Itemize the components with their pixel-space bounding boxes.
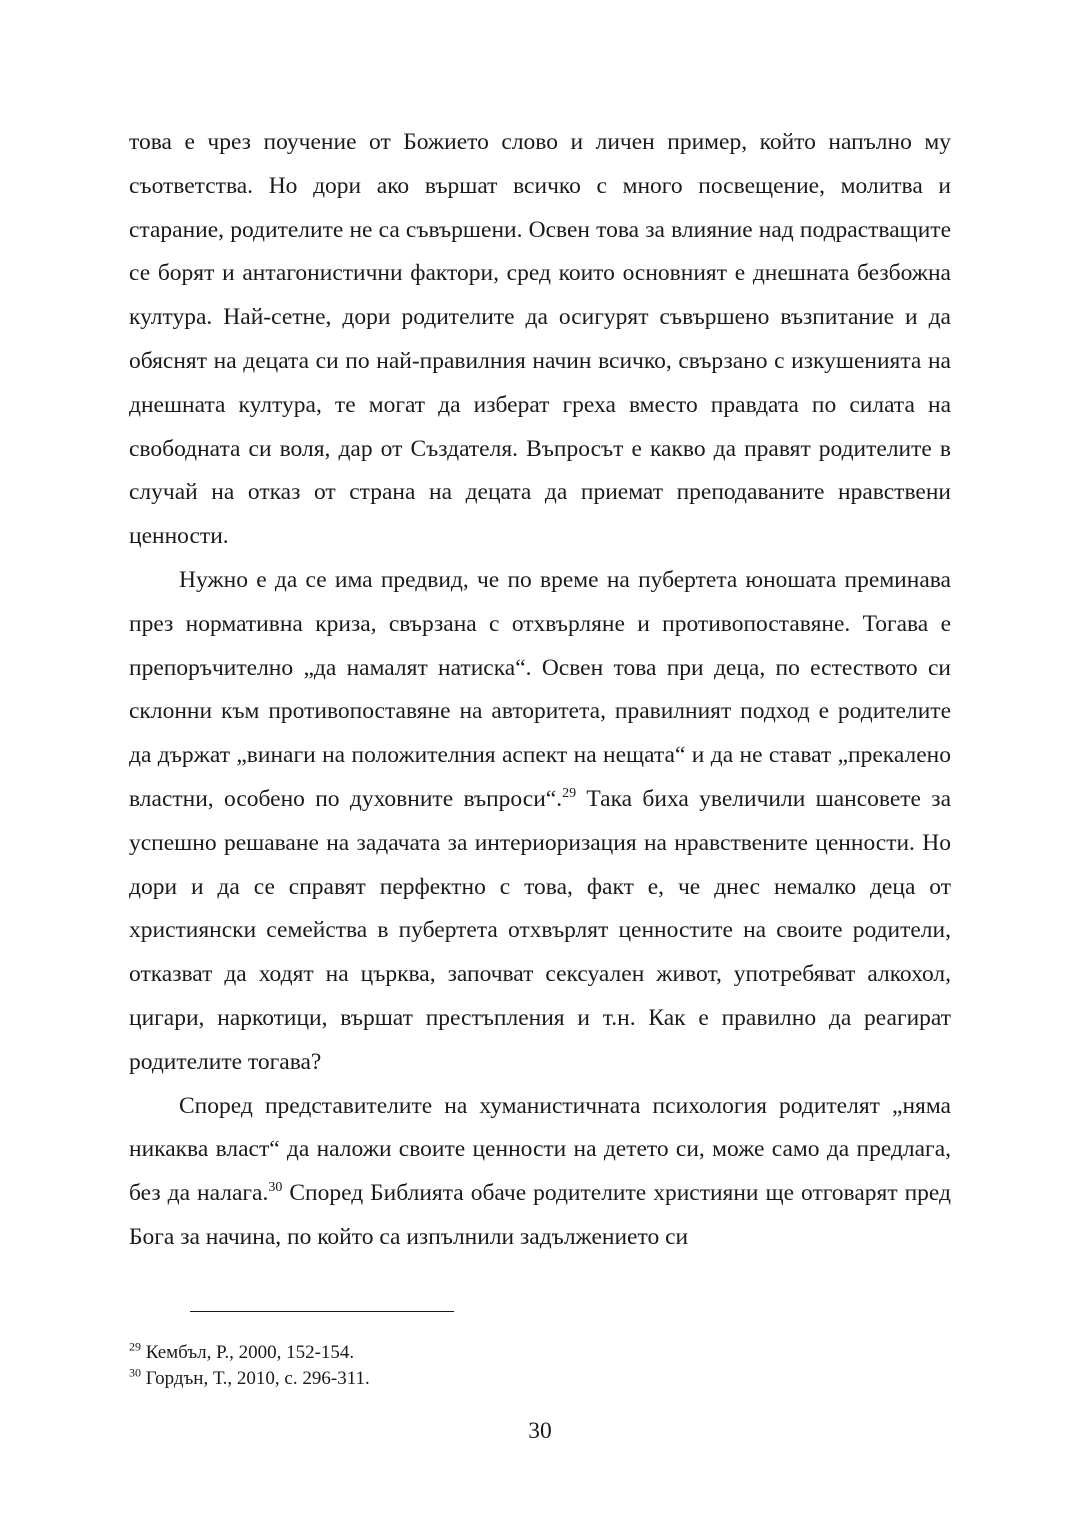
footnote-text: Гордън, Т., 2010, с. 296-311. — [141, 1368, 370, 1389]
paragraph-text: Според представителите на хуманистичната психология родителят „няма никаква власт“ да наложи своите ценности на детето си, може само да предлага, без да налага. — [129, 1092, 951, 1207]
paragraph-humanistic-psychology — [129, 1085, 951, 1260]
footnotes — [129, 1340, 951, 1392]
footnote-ref-30[interactable]: 30 — [268, 1180, 283, 1196]
paragraph-text: Според Библията обаче родителите християни ще отговарят пред Бога за начина, по който са изпълнили задължението си — [129, 1180, 951, 1250]
paragraph-text: това е чрез поучение от Божието слово и личен пример, който напълно му съответства. Но дори ако вършат всичко с много посвещение, молитва и старание, родителите не са съвършени. Освен това за влияние над подрастващите се борят и антагонистични фактори, сред които основният е днешната безбожна култура. Най-сетне, дори родителите да осигурят съвършено възпитание и да обяснят на децата си по най-правилния начин всичко, свързано с изкушенията на днешната култура, те могат да изберат греха вместо правдата по силата на свободната си воля, дар от Създателя. Въпросът е какво да правят родителите в случай на отказ от страна на децата да приемат преподаваните нравствени ценности. — [129, 129, 951, 550]
document-body — [129, 121, 951, 1260]
paragraph-text: Така биха увеличили шансовете за успешно решаване на задачата за интериоризация на нравствените ценности. Но дори и да се справят перфектно с това, факт е, че днес немалко деца от християнски семейства в пубертета отхвърлят ценностите на своите родители, отказват да ходят на църква, започват сексуален живот, употребяват алкохол, цигари, наркотици, вършат престъпления и т.н. Как е правилно да реагират родителите тогава? — [129, 785, 952, 1075]
page-number: 30 — [528, 1418, 552, 1444]
footnote-29 — [129, 1340, 951, 1366]
paragraph-text: Нужно е да се има предвид, че по време на пубертета юношата преминава през нормативна криза, свързана с отхвърляне и противопоставяне. Тогава е препоръчително „да намалят натиска“. Освен това при деца, по естеството си склонни към противопоставяне на авторитета, правилният подход е родителите да държат „винаги на положителния аспект на нещата“ и да не стават „прекалено властни, особено по духовните въпроси“. — [129, 566, 951, 812]
footnote-ref-29[interactable]: 29 — [562, 786, 577, 802]
footnote-number: 29 — [129, 1339, 141, 1354]
paragraph-continuation — [129, 121, 951, 559]
footnote-number: 30 — [129, 1365, 141, 1380]
footnote-separator — [190, 1311, 454, 1312]
footnote-text: Кембъл, Р., 2000, 152-154. — [141, 1342, 355, 1363]
paragraph-puberty-crisis — [129, 559, 951, 1085]
footnote-30 — [129, 1366, 951, 1392]
